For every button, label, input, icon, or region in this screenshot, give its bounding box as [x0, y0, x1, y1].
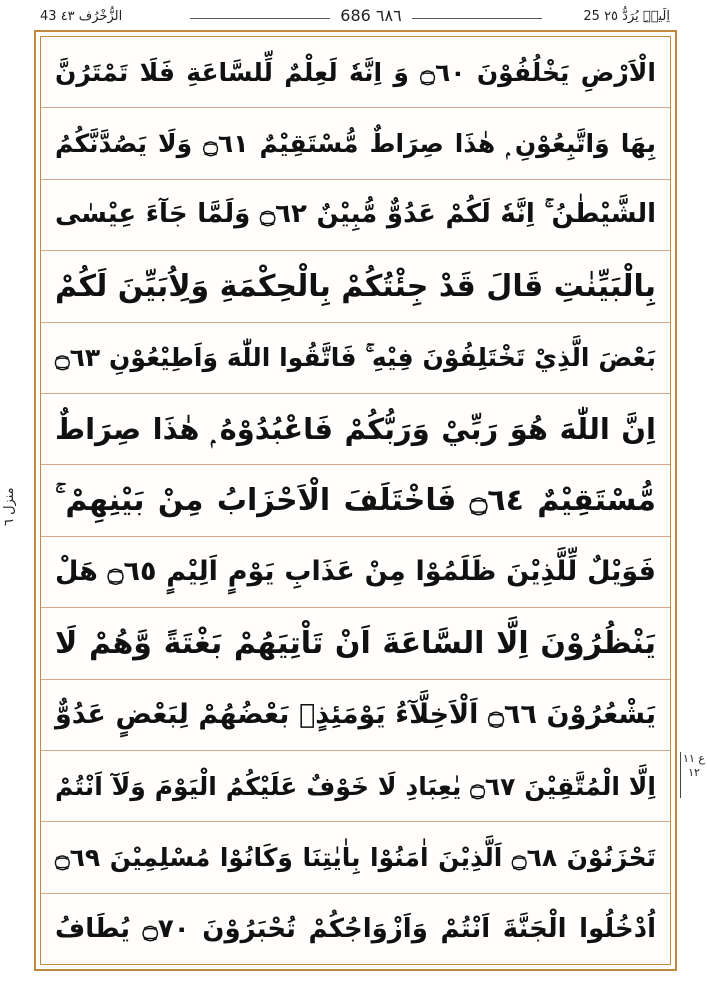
text-line — [41, 108, 670, 179]
text-line — [41, 180, 670, 251]
line-text: تَحْزَنُوْنَ ۝٦٨ اَلَّذِيْنَ اٰمَنُوْا بِاٰيٰتِنَا وَكَانُوْا مُسْلِمِيْنَ ۝٦٩ — [55, 842, 657, 872]
page-header — [40, 6, 670, 30]
line-text: الشَّيْطٰنُ ۚ اِنَّهٗ لَكُمْ عَدُوٌّ مُّبِيْنٌ ۝٦٢ وَلَمَّا جَآءَ عِيْسٰى — [55, 199, 656, 230]
text-line — [41, 608, 670, 679]
text-line — [41, 465, 670, 536]
text-line — [41, 822, 670, 893]
text-line — [41, 251, 670, 322]
line-text: يَشْعُرُوْنَ ۝٦٦ اَلْاَخِلَّآءُ يَوْمَئِذٍۢ بَعْضُهُمْ لِبَعْضٍ عَدُوٌّ — [55, 699, 656, 731]
line-text: بِهَا وَاتَّبِعُوْنِ ۭ هٰذَا صِرَاطٌ مُّسْتَقِيْمٌ ۝٦١ وَلَا يَصُدَّنَّكُمُ — [55, 128, 656, 158]
text-line — [41, 680, 670, 751]
text-line — [41, 537, 670, 608]
ruku-marker: ع ١١ ١٢ — [680, 752, 707, 798]
line-text: بِالْبَيِّنٰتِ قَالَ قَدْ جِئْتُكُمْ بِالْحِكْمَةِ وَلِاُبَيِّنَ لَكُمْ — [55, 268, 656, 304]
text-line — [41, 394, 670, 465]
header-para-label: 25 اِلَیۡہِ یُرَدُّ ٢٥ — [583, 9, 670, 24]
line-text: اِلَّا الْمُتَّقِيْنَ ۝٦٧ يٰعِبَادِ لَا خَوْفٌ عَلَيْكُمُ الْيَوْمَ وَلَآ اَنْتُمْ — [55, 771, 656, 801]
line-text: اِنَّ اللّٰهَ هُوَ رَبِّيْ وَرَبُّكُمْ فَاعْبُدُوْهُ ۭ هٰذَا صِرَاطٌ — [55, 411, 656, 446]
line-text: بَعْضَ الَّذِيْ تَخْتَلِفُوْنَ فِيْهِ ۚ فَاتَّقُوا اللّٰهَ وَاَطِيْعُوْنِ ۝٦٣ — [55, 342, 656, 372]
line-text: مُّسْتَقِيْمٌ ۝٦٤ فَاخْتَلَفَ الْاَحْزَابُ مِنْ بَيْنِهِمْ ۚ — [55, 483, 656, 519]
line-text: اُدْخُلُوا الْجَنَّةَ اَنْتُمْ وَاَزْوَاجُكُمْ تُحْبَرُوْنَ ۝٧٠ يُطَافُ — [55, 913, 656, 944]
page-number: 686 ٦٨٦ — [340, 6, 402, 25]
line-text: الْاَرْضِ يَخْلُفُوْنَ ۝٦٠ وَ اِنَّهٗ لَعِلْمٌ لِّلسَّاعَةِ فَلَا تَمْتَرُنَّ — [55, 57, 656, 87]
text-line — [41, 323, 670, 394]
header-rule-right — [412, 18, 542, 19]
header-surah-label: 43 الزُّخْرُف ٤٣ — [40, 9, 123, 24]
text-line — [41, 894, 670, 964]
text-line — [41, 37, 670, 108]
line-text: يَنْظُرُوْنَ اِلَّا السَّاعَةَ اَنْ تَاْتِيَهُمْ بَغْتَةً وَّهُمْ لَا — [55, 625, 656, 661]
text-line — [41, 751, 670, 822]
line-text: فَوَيْلٌ لِّلَّذِيْنَ ظَلَمُوْا مِنْ عَذَابِ يَوْمٍ اَلِيْمٍ ۝٦٥ هَلْ — [55, 556, 656, 588]
header-rule-left — [190, 18, 330, 19]
manzil-marker: منزل ٦ — [2, 487, 17, 527]
text-lines — [41, 37, 670, 964]
